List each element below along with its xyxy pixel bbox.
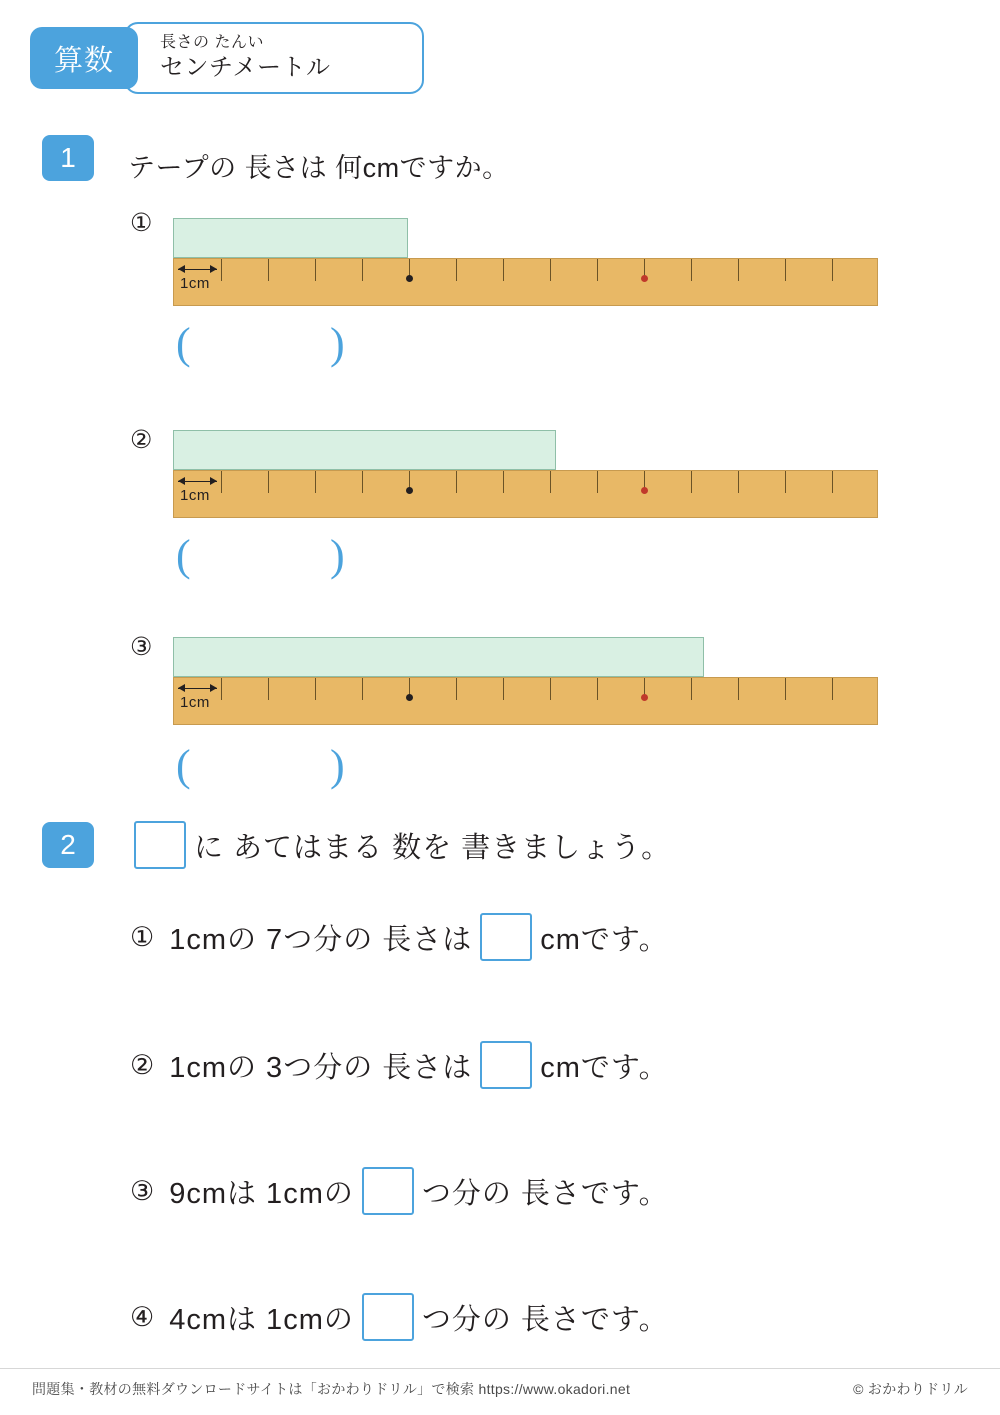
ruler-tick: [832, 259, 833, 281]
answer-paren-close-3: ): [330, 741, 347, 790]
ruler-tick: [362, 259, 363, 281]
ruler-tick: [550, 678, 551, 700]
arrow-head-left-icon: [178, 684, 185, 692]
answer-blank-4[interactable]: [362, 1293, 414, 1341]
arrow-head-left-icon: [178, 265, 185, 273]
answer-paren-open-2: (: [176, 531, 193, 580]
line-3-index: ③: [130, 1175, 156, 1206]
ruler-tick: [597, 678, 598, 700]
arrow-head-left-icon: [178, 477, 185, 485]
line-2-before: 1cmの 3つ分の 長さは: [169, 1051, 473, 1084]
title-box: [124, 22, 424, 94]
item-label-1: ①: [130, 209, 153, 237]
tape-2: [173, 430, 556, 470]
answer-blank-header[interactable]: [134, 821, 186, 869]
ruler-dot-black: [406, 694, 413, 701]
ruler-tick: [456, 259, 457, 281]
question-1-prompt: テープの 長さは 何cmですか。: [128, 153, 510, 183]
tape-3: [173, 637, 704, 677]
ruler-tick: [315, 471, 316, 493]
answer-paren-open-3: (: [176, 741, 193, 790]
line-1-index: ①: [130, 921, 156, 952]
ruler-tick: [785, 678, 786, 700]
line-3-after: つ分の 長さです。: [421, 1177, 669, 1210]
ruler-diagram-1: [173, 218, 878, 306]
ruler-tick: [503, 678, 504, 700]
worksheet-header: [30, 22, 424, 94]
ruler-tick: [832, 678, 833, 700]
one-cm-indicator: [178, 680, 217, 711]
ruler-tick: [268, 678, 269, 700]
answer-paren-close-1: ): [330, 319, 347, 368]
question-2-prompt: [126, 822, 671, 868]
question-2-prompt-text: に あてはまる 数を 書きましょう。: [194, 831, 672, 864]
answer-blank-1[interactable]: [480, 913, 532, 961]
footer-left-text: 問題集・教材の無料ダウンロードサイトは「おかわりドリル」で検索 https://www.okadori.net: [32, 1381, 631, 1397]
ruler-tick: [738, 471, 739, 493]
ruler-tick: [456, 471, 457, 493]
ruler-tick: [785, 259, 786, 281]
question-1-number: 1: [42, 135, 94, 181]
footer-divider: [0, 1368, 1000, 1369]
ruler-tick: [691, 678, 692, 700]
answer-blank-2[interactable]: [480, 1041, 532, 1089]
tape-1: [173, 218, 408, 258]
item-label-2: ②: [130, 426, 153, 454]
question-2-line-4: [130, 1292, 669, 1342]
line-4-index: ④: [130, 1301, 156, 1332]
item-label-3: ③: [130, 633, 153, 661]
question-2-line-3: [130, 1166, 669, 1216]
ruler-tick: [832, 471, 833, 493]
one-cm-label: 1cm: [180, 275, 210, 292]
ruler-tick: [456, 678, 457, 700]
line-4-after: つ分の 長さです。: [421, 1303, 669, 1336]
ruler-dot-red: [641, 487, 648, 494]
question-2-number: 2: [42, 822, 94, 868]
question-2-line-2: [130, 1040, 669, 1090]
ruler-dot-black: [406, 487, 413, 494]
ruler-tick: [550, 471, 551, 493]
ruler-tick: [691, 259, 692, 281]
arrow-head-right-icon: [210, 265, 217, 273]
one-cm-label: 1cm: [180, 487, 210, 504]
ruler-tick: [221, 678, 222, 700]
ruler-tick: [268, 259, 269, 281]
one-cm-label: 1cm: [180, 694, 210, 711]
ruler-diagram-2: [173, 430, 878, 518]
ruler-tick: [221, 471, 222, 493]
ruler-body-1: [173, 258, 878, 306]
ruler-tick: [503, 471, 504, 493]
ruler-tick: [315, 678, 316, 700]
footer-right-text: © おかわりドリル: [853, 1381, 968, 1397]
ruler-tick: [503, 259, 504, 281]
ruler-dot-red: [641, 275, 648, 282]
ruler-tick: [362, 471, 363, 493]
ruler-tick: [550, 259, 551, 281]
ruler-tick: [597, 471, 598, 493]
one-cm-indicator: [178, 473, 217, 504]
ruler-tick: [738, 678, 739, 700]
arrow-head-right-icon: [210, 477, 217, 485]
question-2-line-1: [130, 912, 669, 962]
ruler-tick: [221, 259, 222, 281]
ruler-body-2: [173, 470, 878, 518]
ruler-diagram-3: [173, 637, 878, 725]
ruler-dot-red: [641, 694, 648, 701]
ruler-tick: [362, 678, 363, 700]
line-1-after: cmです。: [540, 923, 669, 956]
title-main: センチメートル: [160, 54, 331, 82]
ruler-tick: [738, 259, 739, 281]
ruler-tick: [691, 471, 692, 493]
ruler-tick: [785, 471, 786, 493]
subject-badge: 算数: [30, 27, 138, 89]
ruler-tick: [597, 259, 598, 281]
arrow-head-right-icon: [210, 684, 217, 692]
line-1-before: 1cmの 7つ分の 長さは: [169, 923, 473, 956]
line-2-index: ②: [130, 1049, 156, 1080]
ruler-tick: [315, 259, 316, 281]
answer-paren-open-1: (: [176, 319, 193, 368]
title-subtitle: 長さの たんい: [160, 33, 264, 51]
answer-paren-close-2: ): [330, 531, 347, 580]
ruler-tick: [268, 471, 269, 493]
ruler-dot-black: [406, 275, 413, 282]
answer-blank-3[interactable]: [362, 1167, 414, 1215]
ruler-body-3: [173, 677, 878, 725]
line-4-before: 4cmは 1cmの: [169, 1303, 354, 1336]
line-3-before: 9cmは 1cmの: [169, 1177, 354, 1210]
line-2-after: cmです。: [540, 1051, 669, 1084]
one-cm-indicator: [178, 261, 217, 292]
